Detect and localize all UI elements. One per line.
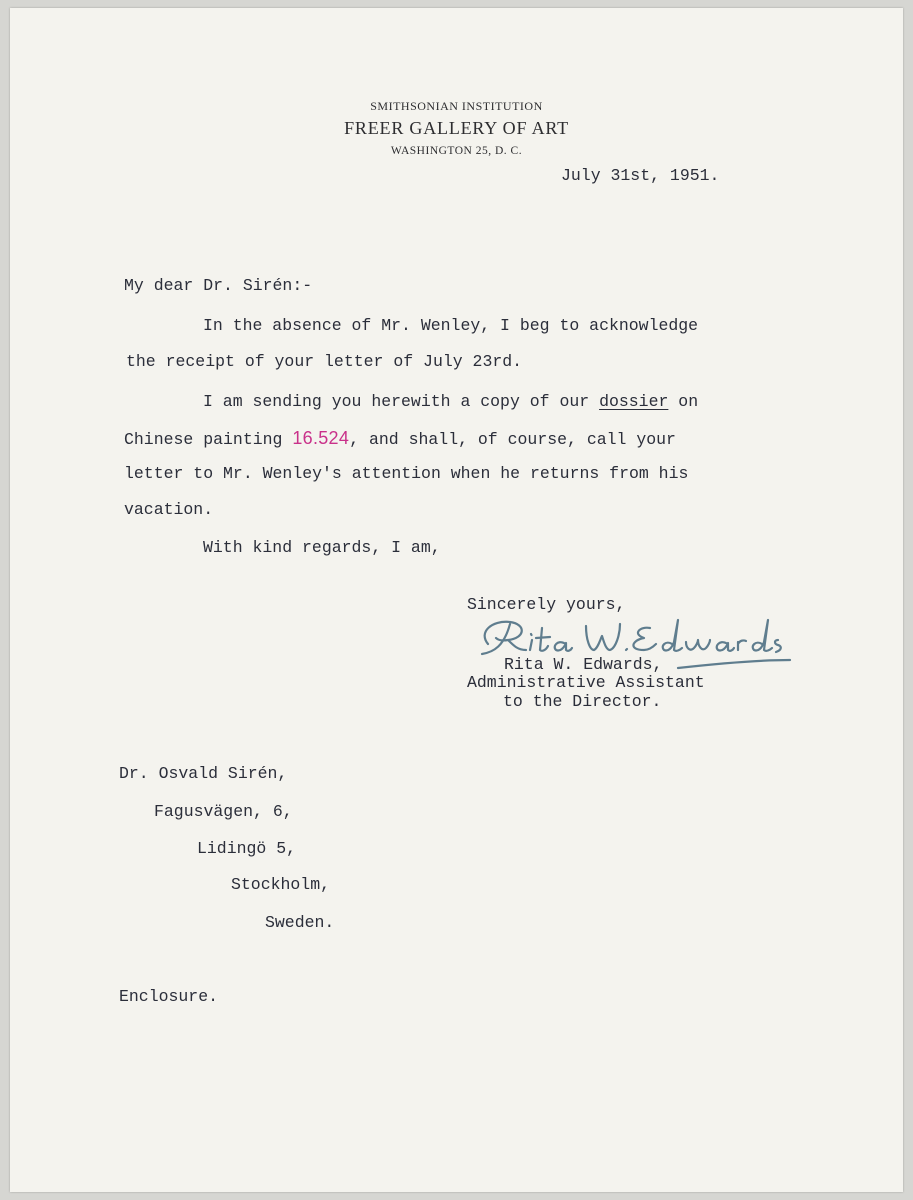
recipient-name: Dr. Osvald Sirén, bbox=[119, 764, 288, 783]
valediction: Sincerely yours, bbox=[467, 595, 626, 614]
letterhead-gallery: FREER GALLERY OF ART bbox=[344, 118, 569, 138]
paragraph2-line1: I am sending you herewith a copy of our dossier on bbox=[203, 392, 699, 411]
recipient-city: Stockholm, bbox=[231, 875, 331, 894]
paragraph2-line4: vacation. bbox=[124, 500, 214, 519]
recipient-town: Lidingö 5, bbox=[197, 839, 297, 858]
recipient-country: Sweden. bbox=[265, 913, 335, 932]
signatory-title-line2: to the Director. bbox=[503, 692, 662, 711]
closing-line: With kind regards, I am, bbox=[203, 538, 441, 557]
enclosure-note: Enclosure. bbox=[119, 987, 219, 1006]
letterhead-address: WASHINGTON 25, D. C. bbox=[390, 145, 523, 157]
paragraph2-line2: Chinese painting 16.524, and shall, of course, call your bbox=[124, 428, 676, 449]
recipient-street: Fagusvägen, 6, bbox=[154, 802, 293, 821]
paragraph1-line2: the receipt of your letter of July 23rd. bbox=[126, 352, 523, 371]
signatory-title-line1: Administrative Assistant bbox=[467, 673, 705, 692]
paragraph2-line3: letter to Mr. Wenley's attention when he returns from his bbox=[124, 464, 689, 483]
letter-sheet bbox=[10, 8, 903, 1192]
dossier-underlined-word: dossier bbox=[599, 392, 669, 411]
letterhead-institution: SMITHSONIAN INSTITUTION bbox=[370, 99, 543, 113]
letter-date: July 31st, 1951. bbox=[561, 166, 720, 185]
salutation: My dear Dr. Sirén:- bbox=[124, 276, 313, 295]
signatory-name: Rita W. Edwards, bbox=[504, 655, 663, 674]
paragraph1-line1: In the absence of Mr. Wenley, I beg to acknowledge bbox=[203, 316, 699, 335]
catalog-number-stamp: 16.524 bbox=[292, 428, 350, 448]
